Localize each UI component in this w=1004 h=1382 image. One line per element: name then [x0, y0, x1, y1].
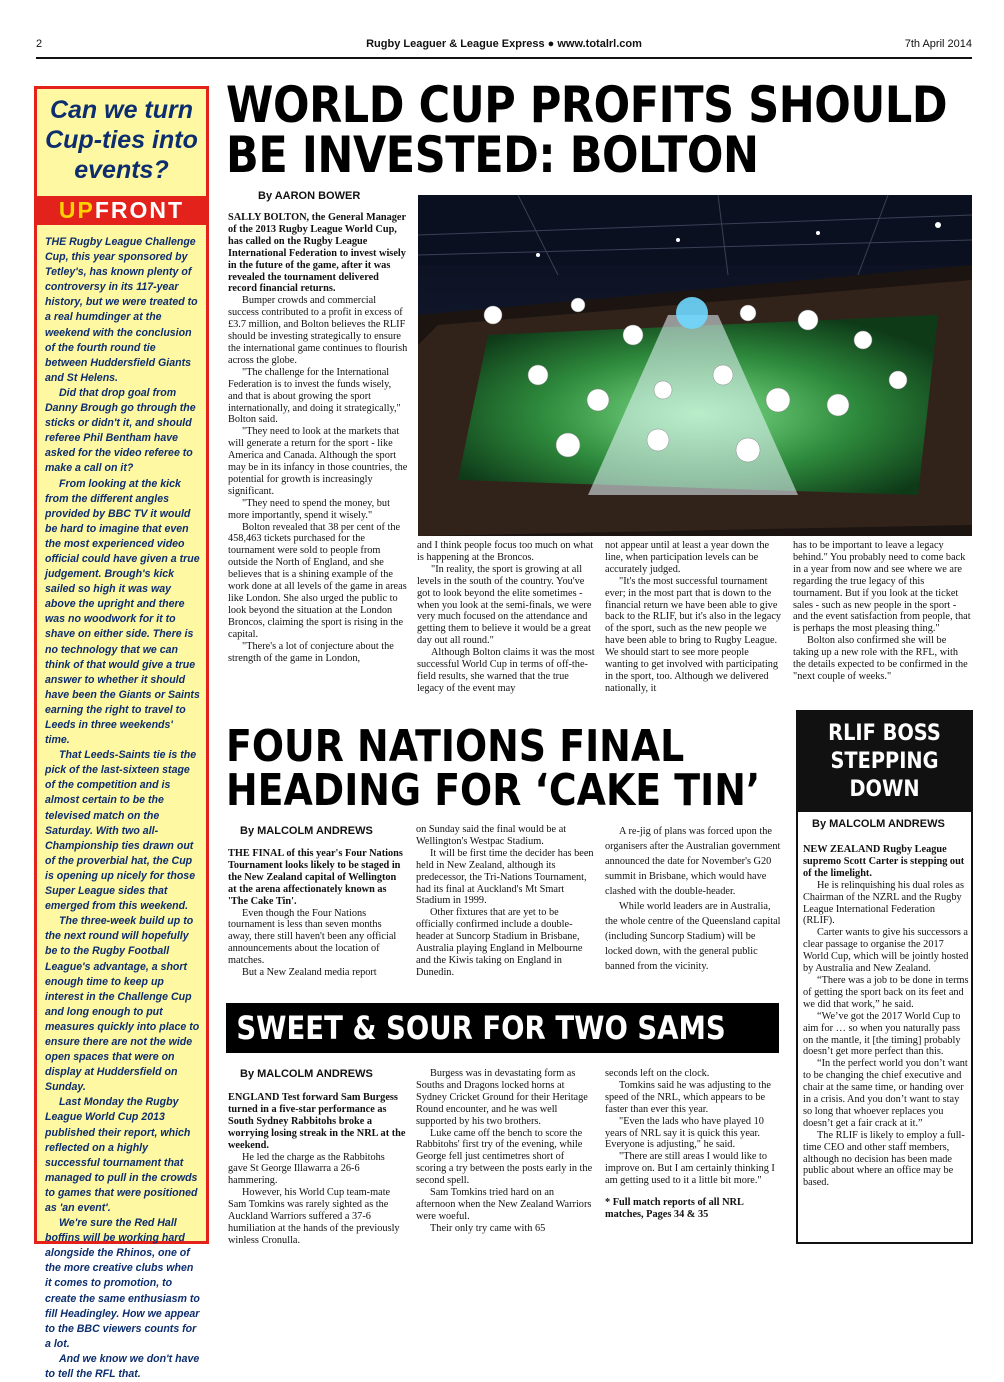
story4-paragraph: “There was a job to be done in terms of getting the sport back on its feet and we did that work,” he said.	[803, 974, 969, 1010]
four-nations-headline-line1: FOUR NATIONS FINAL	[226, 721, 685, 772]
sidebar-paragraph: Last Monday the Rugby League World Cup 2013 published their report, which reflected on a highly successful tournament that managed to pull in the crowds to games that were positioned as 'an event'.	[45, 1096, 198, 1214]
story3-paragraph: seconds left on the clock.	[605, 1068, 710, 1079]
story4-paragraph: “In the perfect world you don’t want to be changing the chief executive and chair at the same time, or handing over in a crisis. And you don’t want to stay so long that whoever replaces you doesn’t get a fair crack at it.”	[803, 1058, 968, 1129]
story3-lead: ENGLAND Test forward Sam Burgess turned in a five-star performance as South Sydney Rabbitohs broke a worrying losing streak in the NRL at the weekend.	[228, 1092, 406, 1151]
stadium-photo	[418, 195, 972, 536]
story3-paragraph: He led the charge as the Rabbitohs gave St George Illawarra a 26-6 hammering.	[228, 1151, 385, 1187]
main-headline-line2: BE INVESTED: BOLTON	[226, 126, 759, 184]
story1-lead: SALLY BOLTON, the General Manager of the 2013 Rugby League World Cup, has called on the Rugby League International Federation to invest wisely in the future of the game, after it was revealed the tournament delivered record financial returns.	[228, 212, 406, 295]
story1-paragraph: "It's the most successful tournament ever; in the most part that is down to the financial return we have been able to give back to the RLIF, but it's also in the legacy of the sport, such as the new people we have been able to bring to Rugby League. We should start to see more people wanting to get involved with participating in the sport, too. Although we delivered nationally, it	[605, 575, 782, 694]
story2-paragraph: While world leaders are in Australia, the whole centre of the Queensland capital (including Suncorp Stadium) will be locked down, with the general public banned from the vicinity.	[605, 901, 781, 972]
rlif-boss-box	[796, 710, 973, 1244]
story1-column-4	[793, 540, 973, 683]
sweet-sour-headline: SWEET & SOUR FOR TWO SAMS	[236, 1009, 726, 1047]
story1-paragraph: "There's a lot of conjecture about the strength of the game in London,	[228, 640, 394, 664]
sidebar-paragraph: Did that drop goal from Danny Brough go through the sticks or didn't it, and should referee Phil Bentham have asked for the video referee to make a call on it?	[45, 386, 196, 475]
story4-column	[803, 844, 969, 1189]
story2-paragraph: Even though the Four Nations tournament is less than seven months away, there still haven't been any official announcements about the location of matches.	[228, 907, 397, 967]
upfront-banner	[37, 196, 206, 225]
header-rule	[36, 57, 972, 59]
story1-paragraph: Bolton revealed that 38 per cent of the 458,463 tickets purchased for the tournament were sold to people from outside the North of England, and she believes that is a shining example of the work done at all levels of the game in areas like London. She also urged the public to look beyond the situation at the London Broncos, claiming the sport is rising in the capital.	[228, 521, 407, 640]
story1-paragraph: Bumper crowds and commercial success contributed to a profit in excess of £3.7 million, and Bolton believes the RLIF should be investing strategically to ensure the international game continues to flourish across the globe.	[228, 295, 408, 366]
story1-paragraph: not appear until at least a year down the line, when participation levels can be accurately judged.	[605, 540, 770, 575]
story2-column-3	[605, 824, 783, 974]
four-nations-headline	[226, 721, 761, 816]
page-number: 2	[36, 38, 43, 50]
story3-paragraph: "Even the lads who have played 10 years of NRL say it is quick this year. Everyone is adjusting," he said.	[605, 1115, 764, 1151]
main-headline-line1: WORLD CUP PROFITS SHOULD	[226, 76, 948, 134]
story1-paragraph: and I think people focus too much on what is happening at the Broncos.	[417, 540, 594, 563]
story4-paragraph: He is relinquishing his dual roles as Chairman of the NZRL and the Rugby League International Federation (RLIF).	[803, 879, 964, 927]
story3-paragraph: Tomkins said he was adjusting to the speed of the NRL, which appears to be faster than ever this year.	[605, 1079, 771, 1115]
story3-footnote: * Full match reports of all NRL matches, Pages 34 & 35	[605, 1197, 744, 1220]
story3-column-3	[605, 1068, 783, 1221]
sweet-sour-banner	[226, 1003, 779, 1053]
story1-paragraph: Although Bolton claims it was the most successful World Cup in terms of off-the-field results, she warned that the true legacy of the event may	[417, 647, 595, 694]
story2-paragraph: Other fixtures that are yet to be officially confirmed include a double-header at Suncorp Stadium in Brisbane, Australia playing England in Melbourne and the Kiwis taking on England in Dunedin.	[416, 907, 583, 978]
sidebar-paragraph: We're sure the Red Hall boffins will be working hard alongside the Rhinos, one of the more creative clubs when it comes to promotion, to create the same enthusiasm to fill Headingley. How we appear to the BBC viewers counts for a lot.	[45, 1217, 200, 1350]
story2-paragraph: It will be first time the decider has been held in New Zealand, although its predecessor, the Tri-Nations Tournament, had its final at Auckland's Mt Smart Stadium in 1999.	[416, 847, 594, 907]
main-headline	[226, 76, 948, 184]
rlif-headline-line3: DOWN	[849, 777, 920, 802]
sidebar-paragraph: From looking at the kick from the different angles provided by BBC TV it would be hard to imagine that even the most experienced video official could have given a true judgement. Brough's kick sailed so high it was way above the upright and there was no woodwork for it to shave on either side. There is no technology that we can think of that would give a true answer to whether it should have been the Giants or Saints earning the right to travel to Leeds in three weekends' time.	[45, 477, 200, 747]
upfront-sidebar	[34, 86, 209, 1381]
story3-paragraph: Luke came off the bench to score the Rabbitohs' first try of the evening, while George fell just centimetres short of scoring a try between the posts early in the second spell.	[416, 1127, 593, 1187]
story2-lead: THE FINAL of this year's Four Nations Tournament looks likely to be staged in the New Zealand capital of Wellington at the arena affectionately known as 'The Cake Tin'.	[228, 848, 403, 907]
story1-paragraph: has to be important to leave a legacy behind." You probably need to come back in a year from now and see where we are regarding the true legacy of this tournament. But if you look at the ticket sales - such as new people in the sport - and the event satisfaction from people, that is perhaps the most pleasing thing."	[793, 540, 971, 635]
story3-paragraph: Sam Tomkins tried hard on an afternoon when the New Zealand Warriors were woeful.	[416, 1187, 592, 1222]
four-nations-headline-line2: HEADING FOR ‘CAKE TIN’	[226, 765, 761, 816]
rlif-headline-line2: STEPPING	[830, 749, 939, 774]
upfront-front: FRONT	[94, 197, 185, 223]
upfront-up: UP	[58, 197, 95, 223]
story1-paragraph: "In reality, the sport is growing at all levels in the south of the country. You've got to look beyond the elite sometimes - when you look at the semi-finals, we were very much focused on the attendance and getting them to believe it would be a great day out all round."	[417, 563, 592, 647]
story3-paragraph: "There are still areas I would like to improve on. But I am certainly thinking I am getting used to it a little bit more."	[605, 1151, 775, 1187]
issue-date: 7th April 2014	[904, 38, 972, 50]
story4-lead: NEW ZEALAND Rugby League supremo Scott Carter is stepping out of the limelight.	[803, 844, 965, 879]
story1-paragraph: "The challenge for the International Federation is to invest the funds wisely, and that is about growing the sport internationally, and doing it strategically," Bolton said.	[228, 366, 401, 426]
story3-paragraph: Their only try came with 65	[430, 1222, 546, 1234]
story1-paragraph: Bolton also confirmed she will be taking up a new role with the RFL, with the details expected to be confirmed in the "next couple of weeks."	[793, 635, 968, 682]
story4-paragraph: Carter wants to give his successors a clear passage to organise the 2017 World Cup, which will be jointly hosted by Australia and New Zealand.	[803, 927, 969, 975]
story2-paragraph: But a New Zealand media report	[242, 967, 377, 979]
story3-paragraph: However, his World Cup team-mate Sam Tomkins was rarely sighted as the Auckland Warriors suffered a 37-6 humiliation at the hands of the previously winless Cronulla.	[228, 1187, 400, 1246]
page-header	[36, 38, 972, 54]
story4-byline: By MALCOLM ANDREWS	[812, 818, 945, 830]
story2-column-1	[228, 848, 406, 979]
sidebar-body	[45, 235, 200, 1382]
sidebar-paragraph: The three-week build up to the next round will hopefully be to the Rugby Football League's advantage, a short enough time to keep up interest in the Challenge Cup and long enough to put measures quickly into place to ensure there are not the wide open spaces that were on display at Huddersfield on Sunday.	[45, 915, 200, 1094]
rlif-headline-line1: RLIF BOSS	[828, 721, 941, 746]
story2-paragraph: on Sunday said the final would be at Wellington's Westpac Stadium.	[416, 824, 567, 847]
story2-paragraph: A re-jig of plans was forced upon the organisers after the Australian government announced the date for November's G20 summit in Brisbane, which would have clashed with the double-header.	[605, 826, 781, 897]
stadium-illustration	[418, 195, 972, 536]
story1-column-3	[605, 540, 783, 695]
story4-paragraph: “We’ve got the 2017 World Cup to aim for … so when you naturally pass on the mantle, it [the timing] probably doesn’t get more perfect than this.	[803, 1010, 961, 1058]
sidebar-paragraph: THE Rugby League Challenge Cup, this year sponsored by Tetley's, has known plenty of controversy in its 117-year history, but we were treated to a real humdinger at the weekend with the conclusion of the fourth round tie between Huddersfield Giants and St Helens.	[45, 236, 198, 384]
story1-paragraph: "They need to look at the markets that will generate a return for the sport - like America and Canada. Although the sport may be in its infancy in those countries, the potential for growth is increasingly significant.	[228, 426, 408, 497]
story3-column-2	[416, 1068, 594, 1235]
story1-column-2	[417, 540, 595, 695]
rlif-headline	[798, 712, 971, 812]
story1-column-1	[228, 212, 408, 664]
story1-byline: By AARON BOWER	[258, 190, 361, 202]
sidebar-title: Can we turn Cup-ties into events?	[45, 96, 198, 184]
sidebar-paragraph: That Leeds-Saints tie is the pick of the last-sixteen stage of the competition and is almost certain to be the televised match on the Saturday. With two all-Championship ties drawn out of the proverbial hat, the Cup is opening up nicely for those Super League sides that emerged from this weekend.	[45, 749, 197, 913]
story3-paragraph: Burgess was in devastating form as Souths and Dragons locked horns at Sydney Cricket Ground for their Heritage Round encounter, and he was well supported by his two brothers.	[416, 1068, 588, 1127]
story4-paragraph: The RLIF is likely to employ a full-time CEO and other staff members, although no decision has been made public about where an office may be based.	[803, 1129, 965, 1189]
story1-paragraph: "They need to spend the money, but more importantly, spend it wisely."	[228, 497, 390, 521]
story3-column-1	[228, 1092, 406, 1247]
sidebar-paragraph: And we know we don't have to tell the RFL that.	[45, 1352, 200, 1381]
publication-line: Rugby Leaguer & League Express ● www.totalrl.com	[366, 38, 642, 50]
story2-byline: By MALCOLM ANDREWS	[240, 825, 373, 837]
story3-byline: By MALCOLM ANDREWS	[240, 1068, 373, 1080]
story2-column-2	[416, 824, 594, 979]
